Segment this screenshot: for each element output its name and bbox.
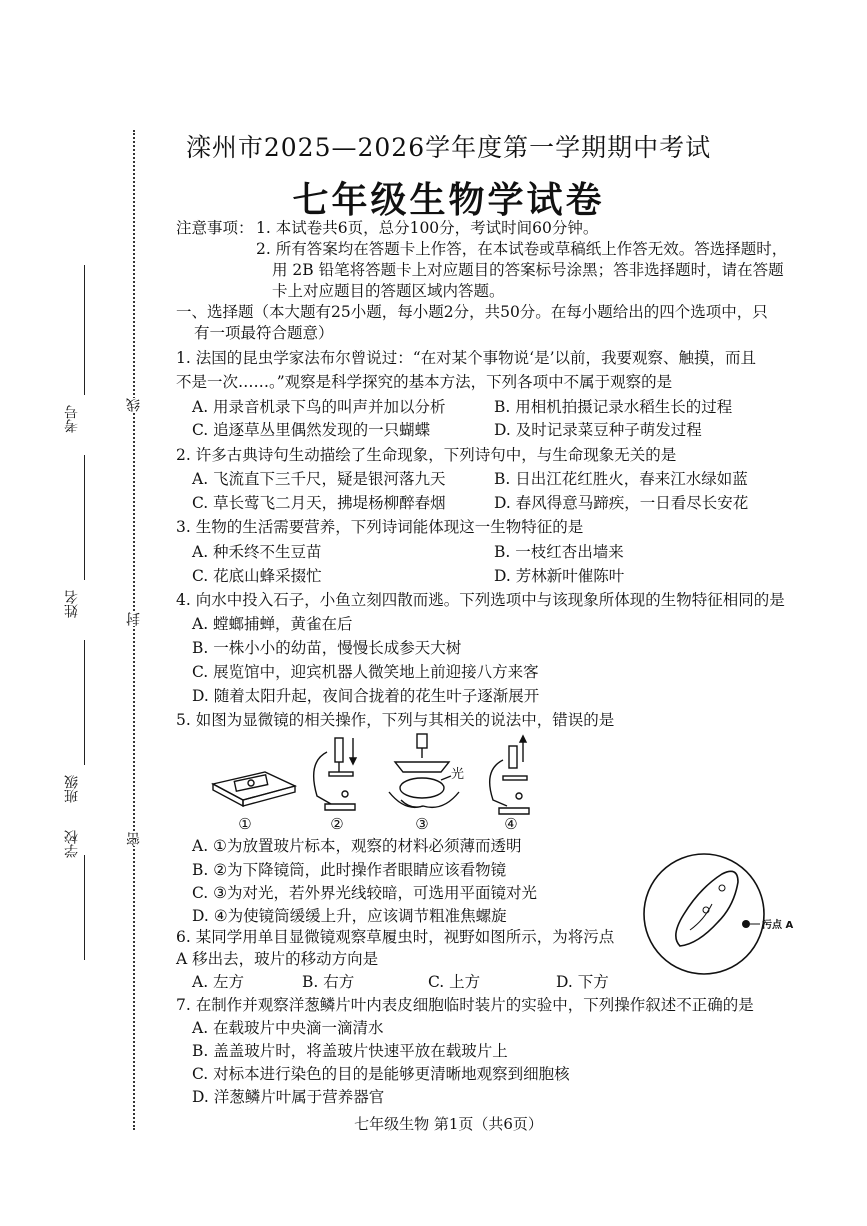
figure-3-light-label: 光 [451,767,465,782]
q4-option-b: B. 一株小小的幼苗，慢慢长成参天大树 [192,639,462,657]
q5-option-d: D. ④为使镜筒缓缓上升，应该调节粗准焦螺旋 [192,907,507,925]
figure-label-2: ② [330,815,344,833]
seal-feng: 封 [126,612,142,626]
label-banji: 班级 [64,775,80,803]
page-footer: 七年级生物 第1页（共6页） [354,1115,543,1133]
q2-option-d: D. 春风得意马蹄疾，一日看尽长安花 [494,494,749,512]
notice-item2b: 用 2B 铅笔将答题卡上对应题目的答案标号涂黑；答非选择题时，请在答题 [272,261,784,279]
q5-option-a: A. ①为放置玻片标本，观察的材料必须薄而透明 [192,837,522,855]
exam-subtitle: 七年级生物学试卷 [292,179,605,221]
notice-item2a: 2. 所有答案均在答题卡上作答，在本试卷或草稿纸上作答无效。答选择题时， [256,240,788,258]
seal-mi: 密 [126,832,142,846]
q7-option-b: B. 盖盖玻片时，将盖玻片快速平放在载玻片上 [192,1042,508,1060]
notice-item2c: 卡上对应题目的答题区域内答题。 [272,282,505,300]
figure-2-lowering [314,738,356,810]
paramecium-outline [676,871,738,946]
q1-option-d: D. 及时记录菜豆种子萌发过程 [494,421,702,439]
q1-stem-b: 不是一次……。”观察是科学探究的基本方法，下列各项中不属于观察的是 [176,373,673,391]
q3-stem: 3. 生物的生活需要营养，下列诗词能体现这一生物特征的是 [176,518,584,536]
q6-option-d: D. 下方 [556,973,609,991]
q3-option-d: D. 芳林新叶催陈叶 [494,567,625,585]
label-kaohao: 考号 [64,405,80,433]
figure-1-slide [213,772,295,806]
q7-option-c: C. 对标本进行染色的目的是能够更清晰地观察到细胞核 [192,1065,570,1083]
q5-option-b: B. ②为下降镜筒，此时操作者眼睛应该看物镜 [192,861,507,879]
q3-option-a: A. 种禾终不生豆苗 [192,543,322,561]
notice-item1: 1. 本试卷共6页，总分100分，考试时间60分钟。 [256,219,599,237]
q7-stem: 7. 在制作并观察洋葱鳞片叶内表皮细胞临时装片的实验中，下列操作叙述不正确的是 [176,996,754,1014]
q7-option-a: A. 在载玻片中央滴一滴清水 [192,1019,384,1037]
q5-option-c: C. ③为对光，若外界光线较暗，可选用平面镜对光 [192,884,538,902]
q6-field-of-view [640,850,800,980]
figure-label-4: ④ [504,815,518,833]
xingming-blank [84,455,85,580]
q4-option-d: D. 随着太阳升起，夜间合拢着的花生叶子逐渐展开 [192,687,540,705]
figure-3-light [389,734,459,807]
label-xingming: 姓名 [64,590,80,618]
field-circle [644,854,764,974]
q5-stem: 5. 如图为显微镜的相关操作，下列与其相关的说法中，错误的是 [176,711,615,729]
figure-4-raising [490,736,529,814]
vacuole-2 [719,885,725,891]
q7-option-d: D. 洋葱鳞片叶属于营养器官 [192,1088,385,1106]
xuexiao-blank [84,855,85,960]
q6-option-b: B. 右方 [302,973,355,991]
section1-line2: 有一项最符合题意） [194,324,334,342]
q2-option-c: C. 草长莺飞二月天，拂堤杨柳醉春烟 [192,494,446,512]
q6-option-a: A. 左方 [192,973,245,991]
label-xuexiao: 学校 [64,830,80,858]
section1-line1: 一、选择题（本大题有25小题，每小题2分，共50分。在每小题给出的四个选项中，只 [176,303,768,321]
banji-blank [84,640,85,765]
notice-label: 注意事项： [176,219,254,237]
q2-stem: 2. 许多古典诗句生动描绘了生命现象，下列诗句中，与生命现象无关的是 [176,446,677,464]
dirt-spot-label: 污点 A [762,920,794,931]
kaohao-blank [84,265,85,395]
q3-option-b: B. 一枝红杏出墙来 [494,543,624,561]
q5-microscope-figure [205,732,535,834]
exam-title: 滦州市2025—2026学年度第一学期期中考试 [185,133,712,162]
q4-option-c: C. 展览馆中，迎宾机器人微笑地上前迎接八方来客 [192,663,539,681]
q2-option-b: B. 日出江花红胜火，春来江水绿如蓝 [494,470,748,488]
q1-option-b: B. 用相机拍摄记录水稻生长的过程 [494,398,733,416]
q4-option-a: A. 螳螂捕蝉，黄雀在后 [192,615,353,633]
q6-option-c: C. 上方 [428,973,481,991]
dirt-spot-a [742,920,750,928]
q3-option-c: C. 花底山蜂采掇忙 [192,567,322,585]
q4-stem: 4. 向水中投入石子，小鱼立刻四散而逃。下列选项中与该现象所体现的生物特征相同的是 [176,591,785,609]
q6-stem-b: A 移出去，玻片的移动方向是 [176,950,379,968]
seal-xian: 线 [126,398,142,412]
figure-label-3: ③ [415,815,429,833]
figure-label-1: ① [238,815,252,833]
q1-stem-a: 1. 法国的昆虫学家法布尔曾说过：“在对某个事物说‘是’以前，我要观察、触摸，而且 [176,349,756,367]
q2-option-a: A. 飞流直下三千尺，疑是银河落九天 [192,470,446,488]
q6-stem-a: 6. 某同学用单目显微镜观察草履虫时，视野如图所示，为将污点 [176,928,615,946]
q1-option-a: A. 用录音机录下鸟的叫声并加以分析 [192,398,446,416]
q1-option-c: C. 追逐草丛里偶然发现的一只蝴蝶 [192,421,431,439]
binding-dotted-line [133,130,135,1130]
